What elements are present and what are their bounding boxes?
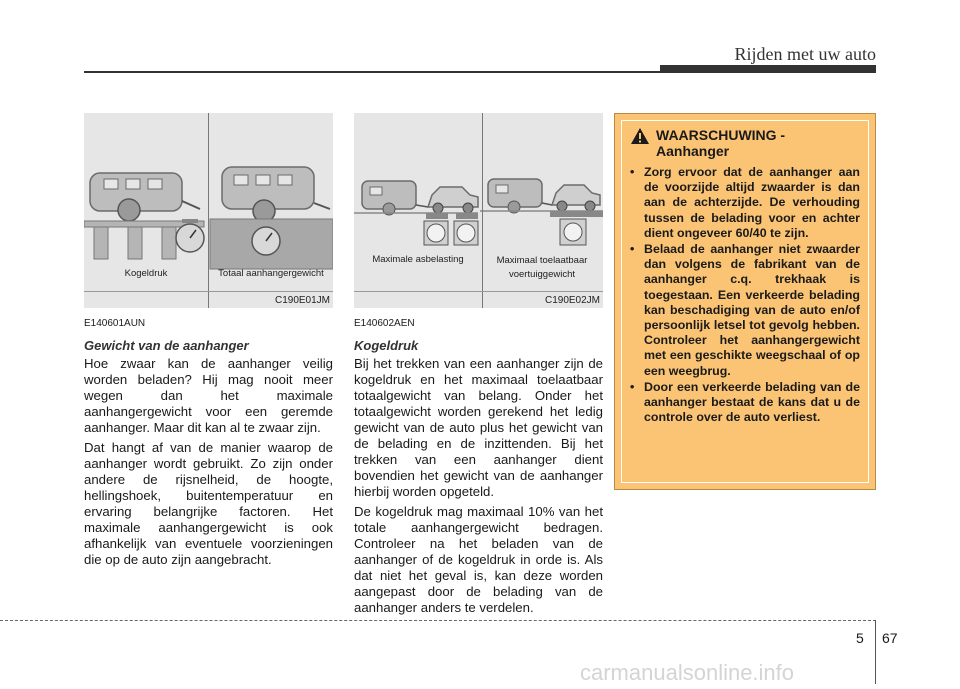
section-heading: Kogeldruk [354, 338, 419, 353]
warning-box [614, 113, 876, 490]
figure-caption-right: Maximaal toelaatbaar voertuiggewicht [496, 255, 588, 280]
section-ball-load [354, 316, 603, 620]
warning-title-row [630, 127, 860, 159]
footer-rule [0, 620, 876, 621]
warning-list [630, 165, 860, 425]
warning-box-inner [621, 120, 869, 483]
section-code: E140602AEN [354, 318, 415, 329]
figure-ball-load [354, 113, 603, 308]
figure-rule [84, 291, 333, 292]
section-code: E140601AUN [84, 318, 146, 329]
figure-rule [354, 291, 603, 292]
chapter-number: 5 [856, 630, 864, 646]
figure-caption-right: Totaal aanhangergewicht [218, 268, 324, 279]
figure-trailer-weight [84, 113, 333, 308]
warning-item: • Door een verkeerde belading van de aanhanger bestaat de kans dat u de controle over de auto verliest. [630, 380, 860, 426]
paragraph: Dat hangt af van de manier waarop de aanhanger wordt gebruikt. Zo zijn onder andere de rijsnelheid, de hoogte, hellingshoek, buitentemperatuur en ervaring belangrijke factoren. Het maximale aanhangergewicht is ook afhankelijk van eventuele voorzieningen die op de auto zijn aangebracht. [84, 440, 333, 567]
warning-item: • Zorg ervoor dat de aanhanger aan de voorzijde altijd zwaarder is dan aan de achterzijde. De verhouding tussen de belading voor en achter dient ongeveer 60/40 te zijn. [630, 165, 860, 241]
figure-code: C190E01JM [274, 295, 330, 306]
paragraph: Bij het trekken van een aanhanger zijn de kogeldruk en het maximaal toelaatbaar totaalgewicht van belang. Onder het totaalgewicht worden gerekend het ledig gewicht van de auto plus het gewicht van de belading en de inzittenden. Bij het trekken van een aanhanger dient bovendien het gewicht van de aanhanger hierbij worden opgeteld. [354, 356, 603, 499]
page-number: 67 [882, 630, 898, 646]
page-number-separator [875, 620, 876, 684]
header-rule-accent [660, 65, 876, 73]
warning-title-line2: Aanhanger [656, 143, 730, 159]
figure-caption-left: Maximale asbelasting [372, 254, 464, 265]
section-trailer-weight [84, 316, 333, 572]
warning-item: • Belaad de aanhanger niet zwaarder dan volgens de fabrikant van de aanhanger c.q. trekhaak is toegestaan. Een verkeerde belading kan beschadiging van de auto en/of persoonlijk letsel tot gevolg hebben. Controleer het aanhangergewicht met een geschikte weegschaal of op een weegbrug. [630, 242, 860, 379]
warning-title-line1: WAARSCHUWING - [656, 127, 786, 143]
section-heading: Gewicht van de aanhanger [84, 338, 249, 353]
warning-triangle-icon [630, 127, 650, 145]
figure-code: C190E02JM [544, 295, 600, 306]
paragraph: Hoe zwaar kan de aanhanger veilig worden beladen? Hij mag nooit meer wegen dan het maximale aanhangergewicht voor een geremde aanhanger. Maar dit kan al te zwaar zijn. [84, 356, 333, 435]
warning-title [656, 127, 785, 159]
watermark: carmanualsonline.info [580, 660, 795, 685]
figure-caption-left: Kogeldruk [124, 268, 168, 279]
header-title: Rijden met uw auto [734, 44, 876, 64]
paragraph: De kogeldruk mag maximaal 10% van het totale aanhangergewicht bedragen. Controleer na het beladen van de aanhanger of de kogeldruk in orde is. Als dat niet het geval is, kan deze worden aangepast door de belading van de aanhanger anders te verdelen. [354, 504, 603, 615]
figure-divider [482, 113, 483, 308]
